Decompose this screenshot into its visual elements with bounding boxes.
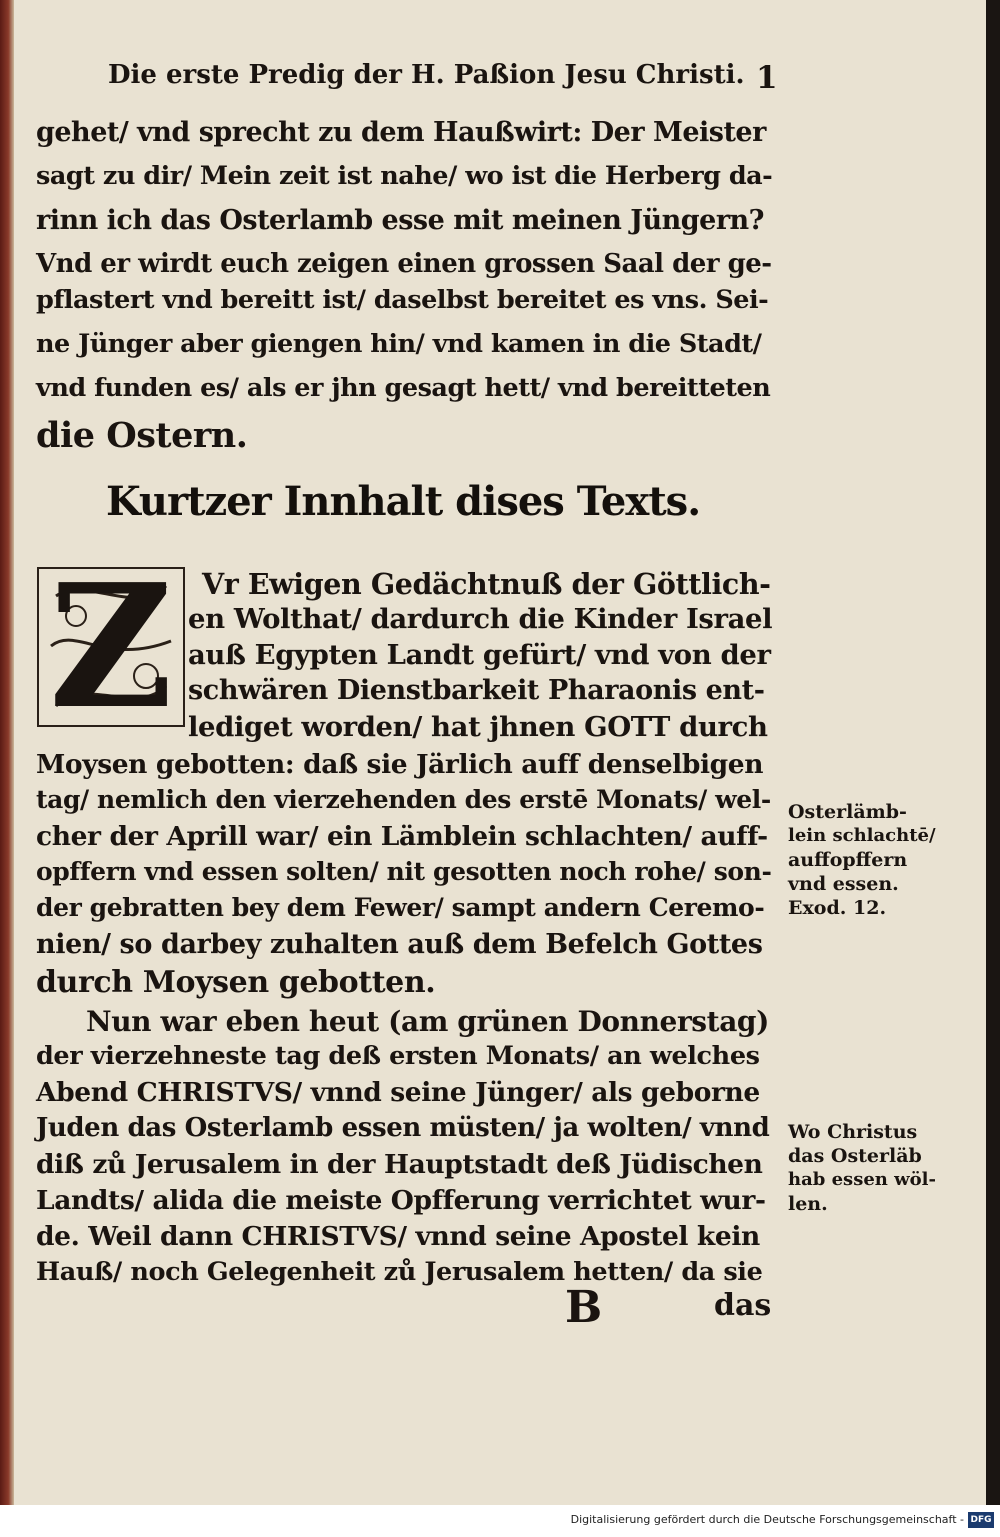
footer-bar [0,1505,1000,1537]
margin-note-line: hab essen wöl- [788,1169,936,1190]
section-heading: Kurtzer Innhalt dises Texts. [106,478,701,525]
text-line: nien/ so darbey zuhalten auß dem Befelch Gottes [36,929,763,960]
margin-note-line: auffopffern [788,849,908,871]
margin-note-line: vnd essen. [788,873,899,895]
margin-note-line: Exod. 12. [788,897,887,919]
margin-note-line: lein schlachtē/ [788,825,936,846]
margin-note-line: Wo Christus [788,1121,918,1143]
footer-credit: Digitalisierung gefördert durch die Deutsche Forschungsgemeinschaft - [570,1513,964,1526]
text-line: lediget worden/ hat jhnen GOTT durch [188,711,768,743]
text-line: rinn ich das Osterlamb esse mit meinen Jüngern? [36,205,765,236]
text-line: pflastert vnd bereitt ist/ daselbst bereitet es vns. Sei- [36,285,769,315]
text-line: die Ostern. [36,415,248,456]
margin-note [788,1120,938,1216]
text-line: Juden das Osterlamb essen müsten/ ja wolten/ vnnd [36,1113,770,1143]
text-line: gehet/ vnd sprecht zu dem Haußwirt: Der Meister [36,117,766,148]
text-line: vnd funden es/ als er jhn gesagt hett/ vnd bereitteten [36,373,771,403]
text-line: de. Weil dann CHRISTVS/ vnnd seine Apostel kein [36,1221,760,1252]
text-line: diß zů Jerusalem in der Hauptstadt deß Jüdischen [36,1149,763,1180]
margin-note-line: len. [788,1193,828,1215]
text-line: Landts/ alida die meiste Opfferung verrichtet wur- [36,1185,766,1216]
text-line: sagt zu dir/ Mein zeit ist nahe/ wo ist die Herberg da- [36,161,773,191]
text-line: ne Jünger aber giengen hin/ vnd kamen in die Stadt/ [36,329,762,359]
text-line: opffern vnd essen solten/ nit gesotten noch rohe/ son- [36,857,772,886]
running-title: Die erste Predig der H. Paßion Jesu Christi. [108,60,745,90]
page-number: 1 [756,60,778,96]
text-line: Hauß/ noch Gelegenheit zů Jerusalem hetten/ da sie [36,1257,763,1287]
text-line: schwären Dienstbarkeit Pharaonis ent- [188,675,765,706]
text-line: cher der Aprill war/ ein Lämblein schlachten/ auff- [36,821,768,852]
text-line: Vnd er wirdt euch zeigen einen grossen Saal der ge- [36,249,772,279]
text-line: en Wolthat/ dardurch die Kinder Israel [188,603,773,635]
dfg-logo: DFG [968,1512,994,1528]
text-line: der vierzehneste tag deß ersten Monats/ an welches [36,1041,760,1071]
margin-note-line: das Osterläb [788,1145,922,1167]
decorated-initial [36,547,186,747]
signature-mark: B [565,1282,603,1333]
margin-note [788,800,938,920]
initial-letter: Z [48,547,174,747]
text-line: Moysen gebotten: daß sie Järlich auff denselbigen [36,749,764,780]
catchword: das [714,1288,772,1323]
text-line: tag/ nemlich den vierzehenden des erstē Monats/ wel- [36,785,771,814]
text-line: Abend CHRISTVS/ vnnd seine Jünger/ als geborne [36,1077,760,1108]
margin-note-line: Osterlämb- [788,801,907,823]
text-line: Vr Ewigen Gedächtnuß der Göttlich- [202,567,771,601]
text-line: auß Egypten Landt gefürt/ vnd von der [188,639,771,671]
text-line: der gebratten bey dem Fewer/ sampt andern Ceremo- [36,893,765,922]
text-line: durch Moysen gebotten. [36,965,436,1000]
text-line: Nun war eben heut (am grünen Donnerstag) [86,1005,769,1038]
